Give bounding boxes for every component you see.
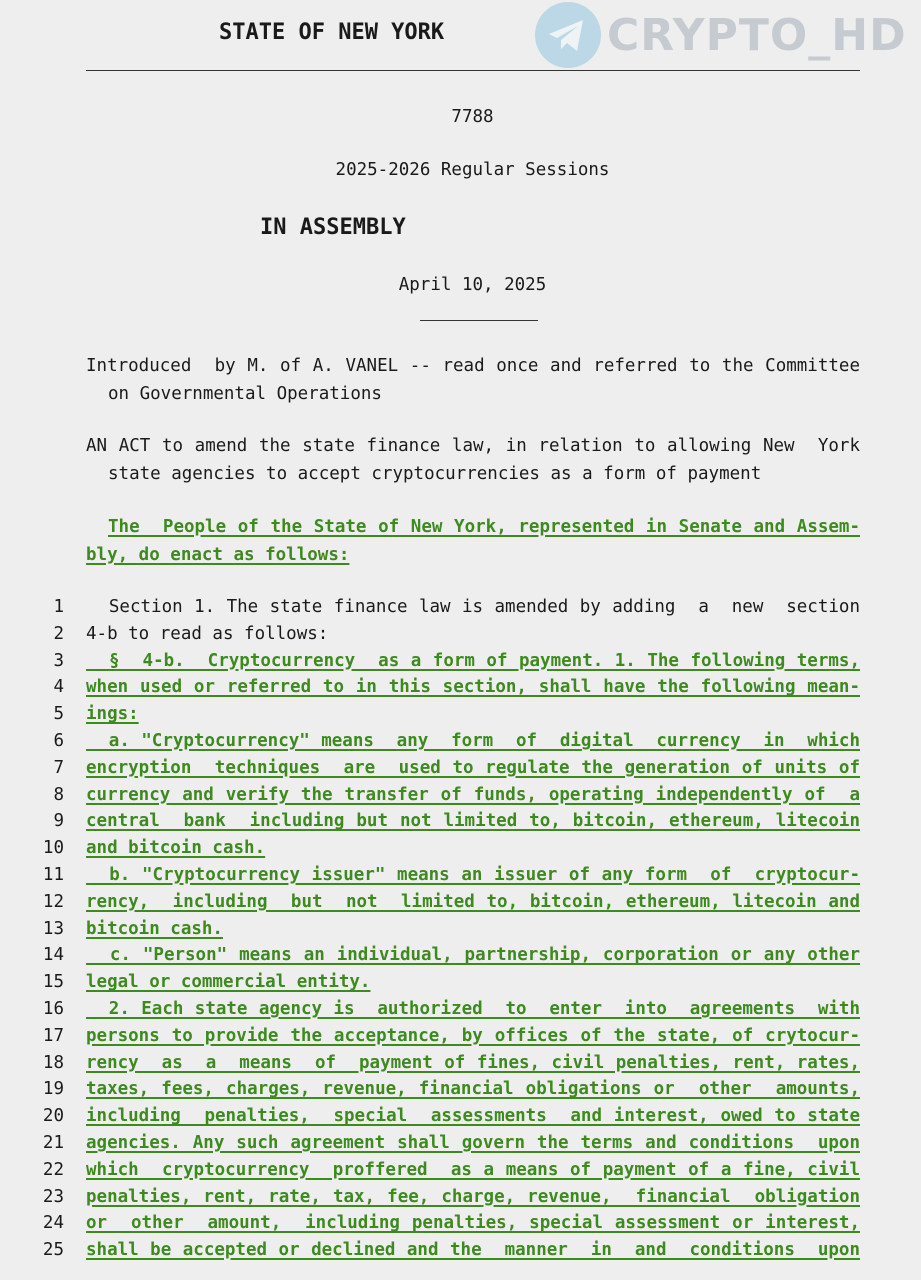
line-text	[86, 838, 860, 858]
new-text: c. "Person" means an individual, partnership, corporation or any other	[86, 945, 860, 966]
bill-line	[0, 835, 921, 862]
date-rule	[420, 320, 538, 321]
line-text	[86, 945, 860, 965]
bill-line	[0, 889, 921, 916]
new-text: ings:	[86, 704, 139, 725]
line-text	[86, 1106, 860, 1126]
line-text	[86, 1240, 860, 1260]
line-text: 4-b to read as follows:	[86, 623, 329, 644]
new-text: a. "Cryptocurrency" means any form of digital currency in which	[86, 730, 860, 751]
chamber-heading: IN ASSEMBLY	[260, 215, 406, 240]
line-text	[86, 865, 860, 885]
bill-line	[0, 808, 921, 835]
bill-line	[0, 755, 921, 782]
bill-line	[0, 1184, 921, 1211]
line-number: 1	[53, 597, 64, 617]
bill-line	[0, 1076, 921, 1103]
line-text	[86, 1026, 860, 1046]
bill-line	[0, 1103, 921, 1130]
line-number: 11	[42, 864, 64, 885]
line-text	[86, 811, 860, 831]
bill-line	[0, 942, 921, 969]
new-text: § 4-b. Cryptocurrency as a form of payment. 1. The following terms,	[86, 650, 860, 671]
line-text	[86, 1053, 860, 1073]
bill-line	[0, 1157, 921, 1184]
enacting-clause	[86, 514, 860, 569]
line-number: 10	[42, 838, 64, 859]
line-number: 4	[53, 677, 64, 698]
intro-line-2: on Governmental Operations	[108, 383, 382, 404]
line-text	[86, 731, 860, 751]
line-number: 19	[42, 1079, 64, 1100]
line-text	[86, 1079, 860, 1099]
line-number: 24	[42, 1213, 64, 1234]
bill-line	[0, 996, 921, 1023]
bill-text	[0, 594, 921, 1264]
bill-line	[0, 1237, 921, 1264]
new-text: when used or referred to in this section, shall have the following mean-	[86, 677, 860, 698]
bill-line	[0, 916, 921, 943]
line-number: 22	[42, 1159, 64, 1180]
line-text	[86, 1213, 860, 1233]
new-text: including penalties, special assessments and interest, owed to state	[86, 1106, 860, 1127]
bill-number: 7788	[451, 107, 494, 127]
bill-line	[0, 674, 921, 701]
line-number: 20	[42, 1106, 64, 1127]
bill-line	[0, 969, 921, 996]
line-text	[86, 1187, 860, 1207]
new-text: bitcoin cash.	[86, 918, 223, 939]
act-title	[86, 433, 860, 488]
line-text	[86, 972, 860, 992]
new-text: taxes, fees, charges, revenue, financial obligations or other amounts,	[86, 1079, 860, 1100]
sessions-label: 2025-2026 Regular Sessions	[335, 160, 610, 180]
new-text: currency and verify the transfer of funds, operating independently of a	[86, 784, 860, 805]
line-number: 16	[42, 998, 64, 1019]
line-text	[86, 1160, 860, 1180]
bill-line	[0, 1023, 921, 1050]
new-text: rency, including but not limited to, bitcoin, ethereum, litecoin and	[86, 891, 860, 912]
telegram-icon	[533, 0, 603, 70]
header-rule	[86, 70, 860, 71]
bill-line	[0, 1210, 921, 1237]
line-text: Section 1. The state finance law is amended by adding a new section	[86, 597, 860, 617]
enacting-line-1: The People of the State of New York, represented in Senate and Assem-	[108, 517, 860, 537]
line-text	[86, 919, 860, 939]
bill-line	[0, 621, 921, 648]
new-text: b. "Cryptocurrency issuer" means an issuer of any form of cryptocur-	[86, 864, 860, 885]
line-number: 15	[42, 972, 64, 993]
line-text	[86, 651, 860, 671]
line-text	[86, 999, 860, 1019]
line-number: 25	[42, 1240, 64, 1261]
line-number: 3	[53, 650, 64, 671]
act-line-2: state agencies to accept cryptocurrencies as a form of payment	[108, 463, 762, 484]
watermark	[533, 0, 907, 70]
new-text: rency as a means of payment of fines, civil penalties, rent, rates,	[86, 1052, 860, 1073]
bill-line	[0, 594, 921, 621]
line-number: 9	[53, 811, 64, 832]
intro-line-1: Introduced by M. of A. VANEL -- read once and referred to the Committee	[86, 356, 860, 376]
new-text: or other amount, including penalties, special assessment or interest,	[86, 1213, 860, 1234]
line-number: 18	[42, 1052, 64, 1073]
bill-date: April 10, 2025	[398, 275, 547, 295]
enacting-line-2: bly, do enact as follows:	[86, 544, 350, 565]
line-number: 5	[53, 704, 64, 725]
new-text: 2. Each state agency is authorized to enter into agreements with	[86, 998, 860, 1019]
new-text: agencies. Any such agreement shall govern the terms and conditions upon	[86, 1132, 860, 1153]
introduction	[86, 353, 860, 408]
line-number: 12	[42, 891, 64, 912]
line-number: 21	[42, 1132, 64, 1153]
new-text: persons to provide the acceptance, by offices of the state, of crytocur-	[86, 1025, 860, 1046]
line-number: 13	[42, 918, 64, 939]
new-text: encryption techniques are used to regulate the generation of units of	[86, 757, 860, 778]
state-title: STATE OF NEW YORK	[219, 20, 445, 45]
line-number: 7	[53, 757, 64, 778]
line-text	[86, 1133, 860, 1153]
bill-line	[0, 1130, 921, 1157]
line-number: 17	[42, 1025, 64, 1046]
line-text	[86, 758, 860, 778]
bill-line	[0, 728, 921, 755]
new-text: and bitcoin cash.	[86, 838, 266, 859]
bill-line	[0, 862, 921, 889]
new-text: central bank including but not limited to, bitcoin, ethereum, litecoin	[86, 811, 860, 832]
line-number: 2	[53, 623, 64, 644]
bill-line	[0, 1050, 921, 1077]
watermark-text: CRYPTO_HD	[607, 9, 907, 61]
line-number: 6	[53, 730, 64, 751]
act-line-1: AN ACT to amend the state finance law, in relation to allowing New York	[86, 436, 860, 456]
line-number: 14	[42, 945, 64, 966]
line-text	[86, 704, 860, 724]
new-text: shall be accepted or declined and the manner in and conditions upon	[86, 1240, 860, 1261]
new-text: legal or commercial entity.	[86, 972, 371, 993]
line-text	[86, 785, 860, 805]
bill-line	[0, 701, 921, 728]
line-text	[86, 677, 860, 697]
line-text	[86, 892, 860, 912]
line-number: 8	[53, 784, 64, 805]
line-number: 23	[42, 1186, 64, 1207]
bill-line	[0, 782, 921, 809]
new-text: penalties, rent, rate, tax, fee, charge, revenue, financial obligation	[86, 1186, 860, 1207]
bill-line	[0, 648, 921, 675]
new-text: which cryptocurrency proffered as a means of payment of a fine, civil	[86, 1159, 860, 1180]
